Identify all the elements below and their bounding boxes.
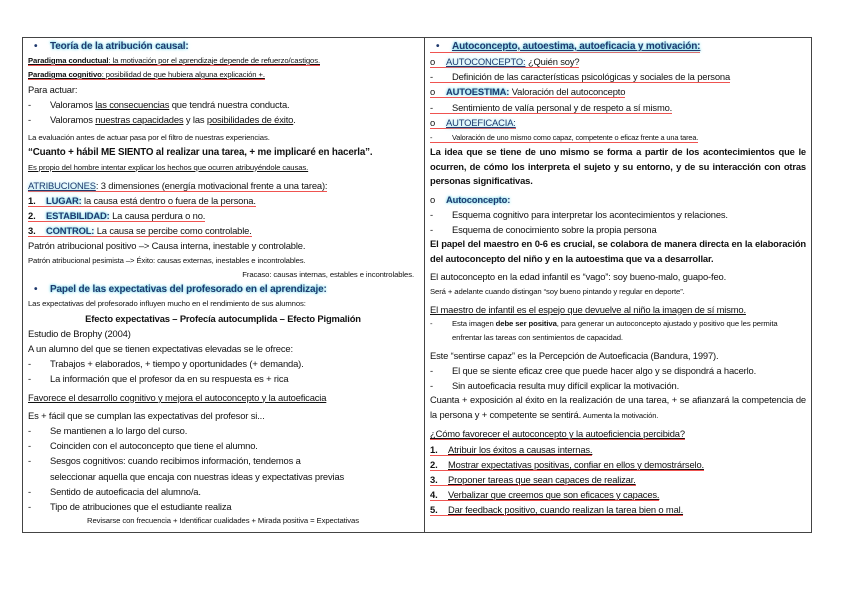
text-segment: Coinciden con el autoconcepto que tiene el alumno.	[50, 440, 258, 452]
numbered-item	[28, 208, 418, 223]
text-segment: seleccionar aquella que encaja con nuestras ideas y expectativas previas	[50, 470, 345, 482]
text-segment: El maestro de infantil es el espejo que devuelve al niño la imagen de sí mismo.	[430, 303, 746, 315]
line-content	[430, 474, 636, 486]
line-content	[430, 86, 625, 98]
list-item	[430, 100, 806, 115]
section-heading	[28, 39, 418, 54]
numbered-item	[430, 457, 806, 472]
line-content	[85, 313, 361, 324]
line-content	[430, 459, 704, 471]
line-content	[430, 394, 806, 420]
line-content	[28, 133, 270, 142]
list-marker: -	[430, 71, 433, 83]
list-marker: 3.	[430, 473, 438, 485]
text-segment: “Cuanto + hábil ME SIENTO al realizar una tarea, + me implicaré en hacerla”.	[28, 146, 373, 158]
text-segment: Será + adelante cuando distingan “soy bueno pintando y regular en deporte”.	[430, 286, 685, 296]
text-segment: Patrón atribucional positivo –> Causa interna, inestable y controlable.	[28, 240, 306, 252]
text-line	[28, 178, 418, 193]
list-marker: 5.	[430, 504, 438, 516]
text-segment: ¿Quién soy?	[525, 56, 580, 67]
line-content	[28, 373, 288, 384]
line-content	[28, 392, 326, 403]
text-segment: Valoramos	[50, 114, 96, 126]
text-segment: Papel de las expectativas del profesorado en el aprendizaje:	[50, 283, 327, 295]
text-line	[28, 238, 418, 253]
line-content	[242, 270, 414, 279]
list-marker: -	[430, 364, 433, 376]
line-content	[430, 428, 685, 440]
line-content	[430, 504, 683, 516]
line-content	[28, 284, 327, 295]
list-marker: -	[430, 224, 433, 236]
list-marker: -	[28, 440, 31, 452]
text-segment: La idea que se tiene de uno mismo se forma a partir de los acontecimientos que le ocurren, de cómo los interpreta el sujeto y su entorno, y de su interacción con otras personas significativas.	[430, 146, 806, 187]
line-content	[28, 70, 265, 80]
list-marker: o	[430, 86, 436, 98]
text-segment: Sin autoeficacia resulta muy difícil explicar la motivación.	[452, 380, 680, 392]
text-segment: El papel del maestro en 0-6 es crucial, se colabora de manera directa en la elaboración del autoconcepto del niño y en la autoestima que va a desarrollar.	[430, 238, 806, 264]
text-segment: Definición de las características psicológicas y sociales de la persona	[452, 71, 731, 83]
text-segment: nuestras capacidades	[95, 114, 184, 126]
text-segment: : 3 dimensiones (energía motivacional frente a una tarea):	[95, 179, 328, 191]
list-item	[430, 317, 806, 345]
text-segment: Esta imagen	[452, 318, 496, 328]
text-segment: Sentimiento de valía personal y de respeto a sí mismo.	[452, 101, 673, 113]
line-content	[28, 486, 201, 497]
line-content	[430, 56, 579, 68]
line-content	[28, 163, 308, 172]
text-segment: ¿Cómo favorecer el autoconcepto y la autoeficiencia percibida?	[430, 428, 685, 440]
list-marker: 2.	[28, 210, 36, 222]
text-line	[430, 192, 806, 207]
line-content	[28, 84, 77, 95]
text-line	[28, 161, 418, 175]
line-content	[430, 238, 806, 264]
text-segment: que tendrá nuestra conducta.	[169, 99, 290, 111]
list-marker: -	[28, 99, 31, 111]
line-content	[430, 287, 685, 296]
list-item	[430, 207, 806, 222]
text-line	[28, 54, 418, 68]
list-marker: -	[28, 425, 31, 437]
list-marker: -	[430, 133, 433, 143]
text-segment: debe ser positiva	[495, 318, 557, 328]
line-content	[430, 444, 592, 456]
text-segment: Fracaso: causas internas, estables e incontrolables.	[242, 269, 414, 279]
text-segment: La causa perdura o no.	[109, 210, 206, 222]
list-marker: -	[28, 358, 31, 370]
list-marker: o	[430, 193, 436, 205]
text-segment: : la motivación por el aprendizaje depende de refuerzo/castigos.	[108, 56, 320, 65]
numbered-item	[430, 472, 806, 487]
text-segment: Efecto expectativas – Profecía autocumplida – Efecto Pigmalión	[85, 312, 361, 324]
list-marker: -	[430, 101, 433, 113]
line-content	[430, 365, 756, 376]
line-content	[28, 210, 205, 222]
list-marker: -	[28, 501, 31, 513]
hanging-text	[452, 317, 806, 345]
text-segment: .	[293, 114, 296, 126]
line-content	[28, 501, 231, 512]
text-line	[28, 254, 418, 268]
section-heading	[430, 39, 806, 54]
text-segment: posibilidades de éxito	[206, 114, 294, 126]
text-segment: : posibilidad de que hubiera alguna explicación +.	[101, 70, 265, 79]
list-item	[28, 499, 418, 514]
left-column	[24, 39, 422, 528]
line-content	[28, 256, 306, 265]
line-content	[430, 194, 510, 205]
text-segment: Mostrar expectativas positivas, confiar en ellos y demostrárselo.	[448, 458, 704, 470]
line-content	[430, 41, 700, 53]
text-segment: Estudio de Brophy (2004)	[28, 327, 131, 339]
bullet-icon: •	[34, 283, 38, 295]
text-line	[28, 268, 418, 282]
text-segment: Valoramos	[50, 99, 96, 111]
text-line	[28, 82, 418, 97]
text-line	[28, 131, 418, 145]
text-line	[430, 426, 806, 441]
text-segment: Revisarse con frecuencia + Identificar cualidades + Mirada positiva = Expectativas	[87, 516, 359, 526]
text-segment: Es propio del hombre intentar explicar los hechos que ocurren atribuyéndole causas.	[28, 162, 309, 172]
list-item	[430, 363, 806, 378]
line-content	[28, 99, 290, 110]
list-item	[430, 130, 806, 145]
text-line	[28, 408, 418, 423]
line-content	[28, 114, 296, 125]
list-item	[28, 97, 418, 112]
text-segment: Valoración del autoconcepto	[509, 86, 626, 98]
text-line	[430, 285, 806, 299]
text-segment: Trabajos + elaborados, + tiempo y oportunidades (+ demanda).	[50, 358, 304, 370]
text-line	[430, 145, 806, 189]
text-segment: LUGAR:	[46, 194, 82, 206]
text-segment: Sentido de autoeficacia del alumno/a.	[50, 485, 201, 497]
list-marker: 1.	[430, 443, 438, 455]
list-marker: o	[430, 56, 436, 67]
text-line	[430, 115, 806, 130]
text-segment: Tipo de atribuciones que el estudiante realiza	[50, 501, 232, 513]
text-segment: Dar feedback positivo, cuando realizan la tarea bien o mal.	[448, 504, 684, 516]
line-content	[430, 380, 679, 391]
text-segment: Es + fácil que se cumplan las expectativas del profesor si...	[28, 409, 265, 421]
text-line	[28, 390, 418, 405]
text-segment: La causa se percibe como controlable.	[94, 225, 252, 237]
line-content	[430, 209, 728, 220]
text-segment: AUTOEFICACIA:	[446, 116, 516, 128]
text-segment: El que se siente eficaz cree que puede hacer algo y se dispondrá a hacerlo.	[452, 364, 757, 376]
bullet-icon: •	[34, 41, 38, 52]
line-content	[28, 147, 373, 158]
text-segment: ESTABILIDAD:	[46, 210, 110, 222]
right-column	[426, 39, 810, 518]
text-segment: El autoconcepto en la edad infantil es “vago”: soy bueno-malo, guapo-feo.	[430, 271, 727, 283]
list-item	[28, 423, 418, 438]
text-line	[430, 348, 806, 363]
text-segment: y las	[183, 114, 207, 126]
text-segment: Cuanta + exposición al éxito en la realización de una tarea, + se afianzará la competencia de la persona y + competente se sentirá.	[430, 394, 806, 420]
line-content	[430, 133, 698, 143]
list-item	[28, 356, 418, 371]
line-content	[50, 471, 344, 482]
list-marker: 3.	[28, 225, 36, 237]
text-segment: Aumenta la motivación.	[581, 410, 659, 420]
line-content	[430, 271, 726, 282]
numbered-item	[28, 223, 418, 238]
list-item	[430, 222, 806, 237]
line-content	[28, 41, 189, 52]
list-marker: o	[430, 116, 436, 128]
line-content	[28, 225, 252, 237]
text-line	[430, 84, 806, 99]
list-marker: -	[430, 380, 433, 392]
text-line	[430, 54, 806, 69]
text-line	[28, 341, 418, 356]
line-content	[28, 358, 304, 369]
line-content	[430, 489, 659, 501]
text-line	[28, 311, 418, 326]
section-heading	[28, 282, 418, 297]
list-marker: -	[28, 455, 31, 467]
text-line	[430, 393, 806, 423]
text-segment: Favorece el desarrollo cognitivo y mejora el autoconcepto y la autoeficacia	[28, 391, 327, 403]
numbered-item	[430, 487, 806, 502]
list-marker: -	[28, 114, 31, 126]
list-item	[28, 371, 418, 386]
line-content	[28, 425, 187, 436]
line-content	[28, 195, 256, 207]
text-segment: las consecuencias	[95, 99, 170, 111]
line-content	[430, 117, 516, 129]
text-segment: Atribuir los éxitos a causas internas.	[448, 443, 593, 455]
text-line	[430, 269, 806, 284]
line-content	[28, 440, 258, 451]
text-segment: Verbalizar que creemos que son eficaces y capaces.	[448, 489, 660, 501]
bullet-icon: •	[436, 41, 440, 52]
numbered-item	[430, 502, 806, 517]
text-segment: Sesgos cognitivos: cuando recibimos información, tendemos a	[50, 455, 301, 467]
list-marker: -	[28, 373, 31, 385]
list-item	[28, 484, 418, 499]
list-marker: -	[430, 318, 433, 328]
line-content	[28, 180, 327, 192]
text-segment: Paradigma cognitivo	[28, 70, 102, 79]
line-content	[28, 299, 306, 308]
text-line	[430, 302, 806, 317]
numbered-item	[28, 193, 418, 208]
list-marker: -	[28, 485, 31, 497]
line-content	[28, 343, 293, 354]
text-line	[28, 145, 418, 161]
line-content	[430, 350, 718, 361]
line-content	[28, 240, 305, 251]
text-segment: Este “sentirse capaz” es la Percepción de Autoeficacia (Bandura, 1997).	[430, 349, 719, 361]
text-line	[28, 514, 418, 528]
text-segment: A un alumno del que se tienen expectativas elevadas se le ofrece:	[28, 343, 293, 355]
list-item	[430, 69, 806, 84]
numbered-item	[430, 442, 806, 457]
text-segment: AUTOESTIMA:	[446, 86, 510, 98]
column-divider	[424, 37, 425, 533]
text-segment: Paradigma conductual	[28, 56, 109, 65]
line-content	[28, 455, 301, 466]
line-content	[430, 71, 730, 83]
text-segment: Autoconcepto:	[446, 193, 511, 205]
list-item	[28, 438, 418, 453]
text-segment: AUTOCONCEPTO:	[446, 56, 526, 67]
text-segment: La evaluación antes de actuar pasa por el filtro de nuestras experiencias.	[28, 132, 270, 142]
text-segment: Proponer tareas que sean capaces de realizar.	[448, 473, 636, 485]
list-marker: -	[430, 208, 433, 220]
list-marker: 4.	[430, 489, 438, 501]
text-segment: Valoración de uno mismo como capaz, competente o eficaz frente a una tarea.	[452, 133, 699, 143]
text-segment: , para generar un autoconcepto ajustado y positivo que les permita enfrentar las tareas con sentimientos de capacidad.	[452, 318, 778, 342]
line-content	[430, 102, 672, 114]
list-item	[28, 453, 418, 468]
text-segment: Teoría de la atribución causal:	[50, 41, 189, 52]
list-marker: 1.	[28, 194, 36, 206]
text-segment: CONTROL:	[46, 225, 95, 237]
list-item	[430, 378, 806, 393]
text-segment: la causa está dentro o fuera de la persona.	[81, 194, 256, 206]
text-line	[28, 469, 418, 484]
list-item	[28, 112, 418, 127]
text-segment: Patrón atribucional pesimista –> Éxito: causas externas, inestables e incontrolables.	[28, 255, 306, 265]
text-segment: La información que el profesor da en su respuesta es + rica	[50, 373, 289, 385]
line-content	[430, 304, 746, 315]
text-segment: Esquema cognitivo para interpretar los acontecimientos y relaciones.	[452, 208, 728, 220]
text-line	[28, 68, 418, 82]
text-line	[430, 237, 806, 266]
text-segment: Para actuar:	[28, 84, 78, 95]
list-marker: 2.	[430, 458, 438, 470]
text-line	[28, 326, 418, 341]
text-segment: Esquema de conocimiento sobre la propia persona	[452, 224, 657, 236]
line-content	[28, 410, 265, 421]
line-content	[87, 516, 359, 525]
text-segment: Las expectativas del profesorado influyen mucho en el rendimiento de sus alumnos:	[28, 298, 306, 308]
line-content	[430, 146, 806, 186]
text-segment: Autoconcepto, autoestima, autoeficacia y motivación:	[452, 41, 701, 52]
line-content	[28, 56, 320, 66]
text-segment: Se mantienen a lo largo del curso.	[50, 425, 188, 437]
text-line	[28, 297, 418, 311]
line-content	[28, 328, 131, 339]
line-content	[430, 224, 657, 235]
text-segment: ATRIBUCIONES	[28, 179, 96, 191]
